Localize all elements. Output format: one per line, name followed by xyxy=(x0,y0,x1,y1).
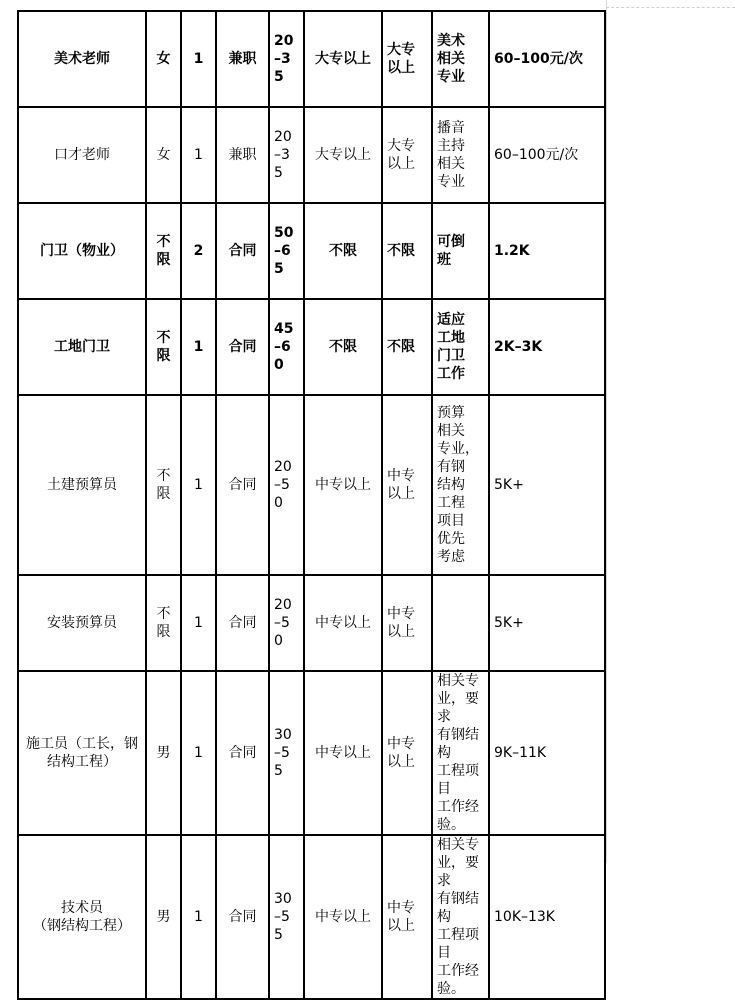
cell-gender: 不 限 xyxy=(146,299,181,395)
cell-education: 不限 xyxy=(304,299,382,395)
cell-position: 安装预算员 xyxy=(18,575,146,671)
cell-salary: 60–100元/次 xyxy=(489,11,605,107)
cell-position: 工地门卫 xyxy=(18,299,146,395)
cell-requirement: 预算 相关 专业， 有钢 结构 工程 项目 优先 考虑 xyxy=(432,395,489,575)
cell-gender: 女 xyxy=(146,107,181,203)
cell-salary: 9K–11K xyxy=(489,671,605,835)
cell-salary: 5K+ xyxy=(489,395,605,575)
cell-position: 门卫（物业） xyxy=(18,203,146,299)
cell-age: 30 –5 5 xyxy=(269,671,304,835)
cell-education-level: 中专 以上 xyxy=(382,575,432,671)
cell-employment-type: 兼职 xyxy=(216,11,269,107)
cell-count: 1 xyxy=(181,107,216,203)
cell-age: 20 –3 5 xyxy=(269,107,304,203)
table-row xyxy=(18,835,605,999)
cell-education: 大专以上 xyxy=(304,107,382,203)
cell-salary: 10K–13K xyxy=(489,835,605,999)
cell-requirement: 播音 主持 相关 专业 xyxy=(432,107,489,203)
cell-requirement: 相关专 业，要求 有钢结构 工程项目 工作经 验。 xyxy=(432,835,489,999)
cell-gender: 不 限 xyxy=(146,575,181,671)
table-row xyxy=(18,575,605,671)
cell-employment-type: 合同 xyxy=(216,835,269,999)
cell-education: 中专以上 xyxy=(304,395,382,575)
cell-employment-type: 合同 xyxy=(216,203,269,299)
cell-requirement: 可倒 班 xyxy=(432,203,489,299)
page-margin-line xyxy=(606,7,735,8)
cell-gender: 不 限 xyxy=(146,203,181,299)
cell-gender: 女 xyxy=(146,11,181,107)
cell-count: 1 xyxy=(181,395,216,575)
cell-education: 中专以上 xyxy=(304,671,382,835)
cell-employment-type: 兼职 xyxy=(216,107,269,203)
table-row xyxy=(18,203,605,299)
cell-gender: 男 xyxy=(146,835,181,999)
cell-education: 中专以上 xyxy=(304,835,382,999)
cell-count: 1 xyxy=(181,299,216,395)
cell-position: 口才老师 xyxy=(18,107,146,203)
cell-requirement: 适应 工地 门卫 工作 xyxy=(432,299,489,395)
cell-age: 20 –3 5 xyxy=(269,11,304,107)
cell-age: 30 –5 5 xyxy=(269,835,304,999)
cell-count: 1 xyxy=(181,671,216,835)
table-row xyxy=(18,395,605,575)
cell-employment-type: 合同 xyxy=(216,671,269,835)
cell-gender: 不 限 xyxy=(146,395,181,575)
cell-education-level: 大专 以上 xyxy=(382,11,432,107)
cell-employment-type: 合同 xyxy=(216,395,269,575)
cell-age: 50 –6 5 xyxy=(269,203,304,299)
cell-employment-type: 合同 xyxy=(216,299,269,395)
cell-count: 2 xyxy=(181,203,216,299)
cell-position: 美术老师 xyxy=(18,11,146,107)
cell-salary: 5K+ xyxy=(489,575,605,671)
cell-education-level: 中专 以上 xyxy=(382,395,432,575)
cell-education-level: 中专 以上 xyxy=(382,671,432,835)
cell-gender: 男 xyxy=(146,671,181,835)
cell-education-level: 不限 xyxy=(382,203,432,299)
cell-salary: 1.2K xyxy=(489,203,605,299)
cell-education-level: 大专 以上 xyxy=(382,107,432,203)
cell-position: 技术员 （钢结构工程） xyxy=(18,835,146,999)
cell-education: 中专以上 xyxy=(304,575,382,671)
cell-count: 1 xyxy=(181,11,216,107)
cell-count: 1 xyxy=(181,835,216,999)
table-row xyxy=(18,11,605,107)
cell-age: 20 –5 0 xyxy=(269,575,304,671)
cell-position: 施工员（工长，钢 结构工程） xyxy=(18,671,146,835)
table-row xyxy=(18,299,605,395)
cell-position: 土建预算员 xyxy=(18,395,146,575)
table-row xyxy=(18,671,605,835)
cell-salary: 60–100元/次 xyxy=(489,107,605,203)
cell-requirement xyxy=(432,575,489,671)
cell-age: 45 –6 0 xyxy=(269,299,304,395)
cell-age: 20 –5 0 xyxy=(269,395,304,575)
cell-education-level: 中专 以上 xyxy=(382,835,432,999)
page-edge xyxy=(606,0,607,863)
cell-requirement: 相关专 业，要求 有钢结构 工程项目 工作经 验。 xyxy=(432,671,489,835)
cell-education: 不限 xyxy=(304,203,382,299)
cell-requirement: 美术 相关 专业 xyxy=(432,11,489,107)
cell-education: 大专以上 xyxy=(304,11,382,107)
job-table xyxy=(17,10,606,1000)
cell-count: 1 xyxy=(181,575,216,671)
cell-employment-type: 合同 xyxy=(216,575,269,671)
cell-education-level: 不限 xyxy=(382,299,432,395)
table-row xyxy=(18,107,605,203)
cell-salary: 2K–3K xyxy=(489,299,605,395)
